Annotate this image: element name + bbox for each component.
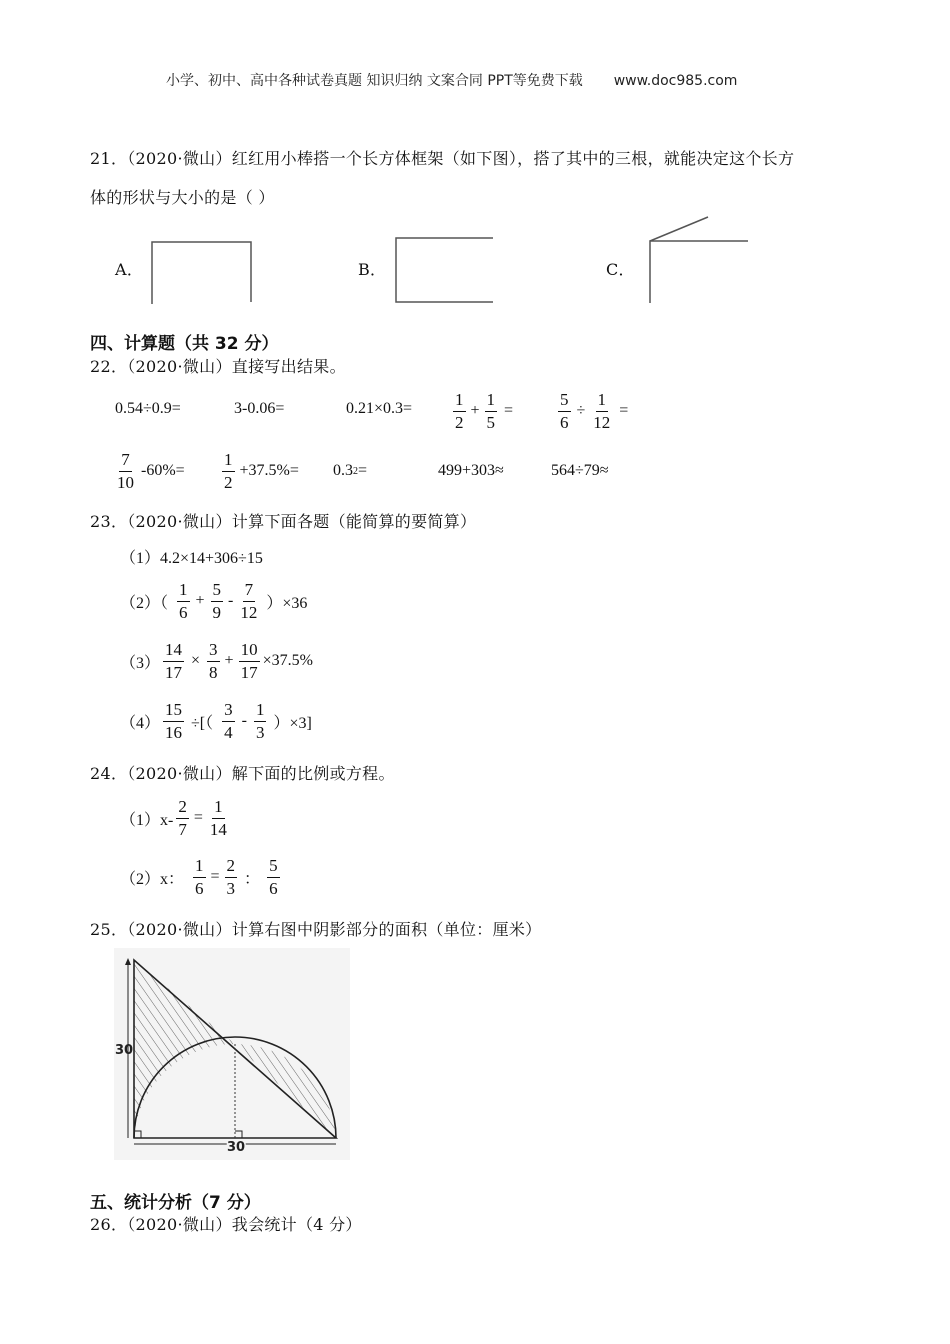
- q22-item-8: 0.3 2 =: [333, 462, 368, 479]
- q23-part-4: （4） $\frac{15}{16}$ ÷[（ $\frac{3}{4}$ - $\frac{1}{3}$ ）×3]: [120, 700, 312, 742]
- fraction: $\frac{5}{6}$: [269, 856, 278, 898]
- q21-option-c-label: C．: [606, 260, 635, 279]
- q21-option-b-figure: [393, 234, 497, 306]
- q22-item-7: $\frac{1}{2}$ +37.5%=: [224, 450, 299, 492]
- fraction: $\frac{1}{12}$: [593, 390, 611, 432]
- q22-item-4: $\frac{1}{2}$ + $\frac{1}{5}$ =: [455, 390, 514, 432]
- page-header: [166, 70, 737, 90]
- q23-part-1: （1）4.2×14+306÷15: [120, 550, 263, 567]
- base-label: 30: [227, 1140, 246, 1155]
- q24-part-2: （2）x： $\frac{1}{6}$ = $\frac{2}{3}$ ： $\frac{5}{6}$: [120, 856, 278, 898]
- fraction: $\frac{2}{3}$: [226, 856, 236, 898]
- fraction: $\frac{14}{17}$: [165, 640, 183, 682]
- q21-line2: 体的形状与大小的是（ ）: [90, 188, 275, 207]
- fraction: $\frac{5}{9}$: [212, 580, 222, 622]
- fraction: $\frac{1}{5}$: [486, 390, 496, 432]
- fraction: $\frac{1}{3}$: [255, 700, 265, 742]
- fraction: $\frac{1}{2}$: [455, 390, 464, 432]
- fraction: $\frac{7}{12}$: [240, 580, 258, 622]
- q23-part-2: （2）（ $\frac{1}{6}$ + $\frac{5}{9}$ - $\frac{7}{12}$ ）×36: [120, 580, 308, 622]
- q24-stem: 24．（2020·微山）解下面的比例或方程。: [90, 764, 395, 783]
- q22-item-6: $\frac{7}{10}$ -60%=: [117, 450, 185, 492]
- fraction: $\frac{3}{4}$: [224, 700, 233, 742]
- fraction: $\frac{7}{10}$: [117, 450, 134, 492]
- fraction: $\frac{2}{7}$: [178, 797, 187, 839]
- q22-item-5: $\frac{5}{6}$ ÷ $\frac{1}{12}$ =: [560, 390, 629, 432]
- fraction: $\frac{15}{16}$: [165, 700, 183, 742]
- section-5-title: 五、统计分析（7 分）: [90, 1193, 261, 1213]
- q21-option-a-label: A．: [115, 260, 144, 279]
- q21-option-c-figure: [645, 213, 753, 305]
- section-4-title: 四、计算题（共 32 分）: [90, 334, 279, 354]
- q21-option-a-figure: [148, 236, 256, 306]
- height-label: 30: [115, 1043, 134, 1058]
- q21-line1: 21．（2020·微山）红红用小棒搭一个长方体框架（如下图），搭了其中的三根，就能决定这个长方: [90, 149, 795, 168]
- q21-option-b-label: B．: [358, 260, 387, 279]
- q22-item-3: 0.21×0.3=: [346, 400, 413, 417]
- fraction: $\frac{3}{8}$: [209, 640, 218, 682]
- q22-item-10: 564÷79≈: [551, 462, 609, 479]
- q26-stem: 26．（2020·微山）我会统计（4 分）: [90, 1215, 362, 1234]
- fraction: $\frac{1}{6}$: [195, 856, 204, 898]
- q22-stem: 22．（2020·微山）直接写出结果。: [90, 357, 346, 376]
- q25-stem: 25．（2020·微山）计算右图中阴影部分的面积（单位：厘米）: [90, 920, 542, 939]
- fraction: $\frac{10}{17}$: [240, 640, 258, 682]
- q23-stem: 23．（2020·微山）计算下面各题（能简算的要简算）: [90, 512, 477, 531]
- q24-part-1: （1）x- $\frac{2}{7}$ = $\frac{1}{14}$: [120, 797, 227, 839]
- q22-item-2: 3-0.06=: [234, 400, 285, 417]
- q22-item-1: 0.54÷0.9=: [115, 400, 181, 417]
- q25-figure: [114, 948, 350, 1160]
- q23-part-3: （3） $\frac{14}{17}$ × $\frac{3}{8}$ + $\frac{10}{17}$ ×37.5%: [120, 640, 313, 682]
- fraction: $\frac{5}{6}$: [560, 390, 569, 432]
- header-text: 小学、初中、高中各种试卷真题 知识归纳 文案合同 PPT等免费下载: [166, 73, 583, 89]
- q22-item-9: 499+303≈: [438, 462, 504, 479]
- fraction: $\frac{1}{6}$: [179, 580, 188, 622]
- header-url[interactable]: www.doc985.com: [613, 73, 738, 89]
- fraction: $\frac{1}{2}$: [224, 450, 233, 492]
- fraction: $\frac{1}{14}$: [209, 797, 227, 839]
